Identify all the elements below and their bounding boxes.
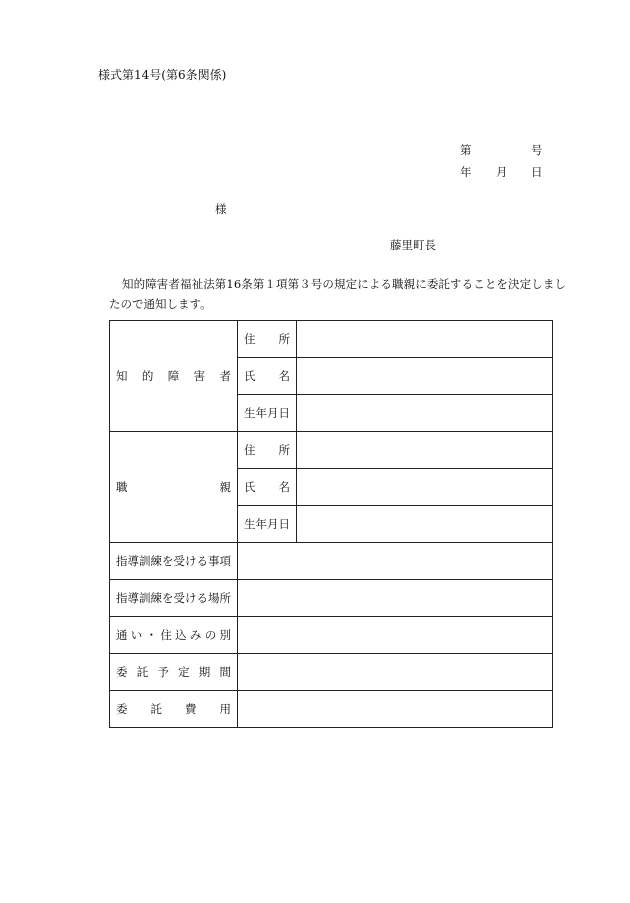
addressee-suffix: 様 bbox=[215, 202, 227, 216]
commission-cost-cell[interactable] bbox=[238, 691, 553, 728]
table-row bbox=[110, 432, 553, 469]
person-birthdate-cell[interactable] bbox=[297, 395, 553, 432]
date-month: 月 bbox=[496, 165, 508, 179]
person-name-cell[interactable] bbox=[297, 358, 553, 395]
employer-birthdate-cell[interactable] bbox=[297, 506, 553, 543]
form-number: 様式第14号(第6条関係) bbox=[98, 68, 227, 82]
doc-number-go: 号 bbox=[531, 143, 543, 157]
body-line-2: たので通知します。 bbox=[109, 297, 212, 311]
birthdate-label: 生年月日 bbox=[238, 395, 297, 432]
person-address-cell[interactable] bbox=[297, 321, 553, 358]
birthdate-label: 生年月日 bbox=[238, 506, 297, 543]
commute-or-live-in-label: 通 い ・ 住 込 み の 別 bbox=[110, 617, 238, 654]
employer-name-cell[interactable] bbox=[297, 469, 553, 506]
guidance-place-label: 指導訓練を受ける場所 bbox=[110, 580, 238, 617]
body-line-1: 知的障害者福祉法第16条第１項第３号の規定による職親に委託することを決定しまし bbox=[122, 277, 567, 291]
commission-period-cell[interactable] bbox=[238, 654, 553, 691]
commute-or-live-in-cell[interactable] bbox=[238, 617, 553, 654]
notification-table bbox=[109, 320, 553, 728]
table-row bbox=[110, 321, 553, 358]
name-label: 氏 名 bbox=[238, 469, 297, 506]
address-label: 住 所 bbox=[238, 432, 297, 469]
commission-period-label: 委 託 予 定 期 間 bbox=[110, 654, 238, 691]
foster-employer-header: 職 親 bbox=[110, 432, 238, 543]
table-row bbox=[110, 617, 553, 654]
date-year: 年 bbox=[460, 165, 472, 179]
table-row bbox=[110, 654, 553, 691]
guidance-matter-cell[interactable] bbox=[238, 543, 553, 580]
issuer-name: 藤里町長 bbox=[390, 238, 436, 252]
table-row bbox=[110, 691, 553, 728]
intellectually-disabled-person-header: 知 的 障 害 者 bbox=[110, 321, 238, 432]
guidance-place-cell[interactable] bbox=[238, 580, 553, 617]
employer-address-cell[interactable] bbox=[297, 432, 553, 469]
guidance-matter-label: 指導訓練を受ける事項 bbox=[110, 543, 238, 580]
doc-number-dai: 第 bbox=[460, 143, 472, 157]
date-day: 日 bbox=[531, 165, 543, 179]
name-label: 氏 名 bbox=[238, 358, 297, 395]
table-row bbox=[110, 580, 553, 617]
commission-cost-label: 委 託 費 用 bbox=[110, 691, 238, 728]
address-label: 住 所 bbox=[238, 321, 297, 358]
table-row bbox=[110, 543, 553, 580]
